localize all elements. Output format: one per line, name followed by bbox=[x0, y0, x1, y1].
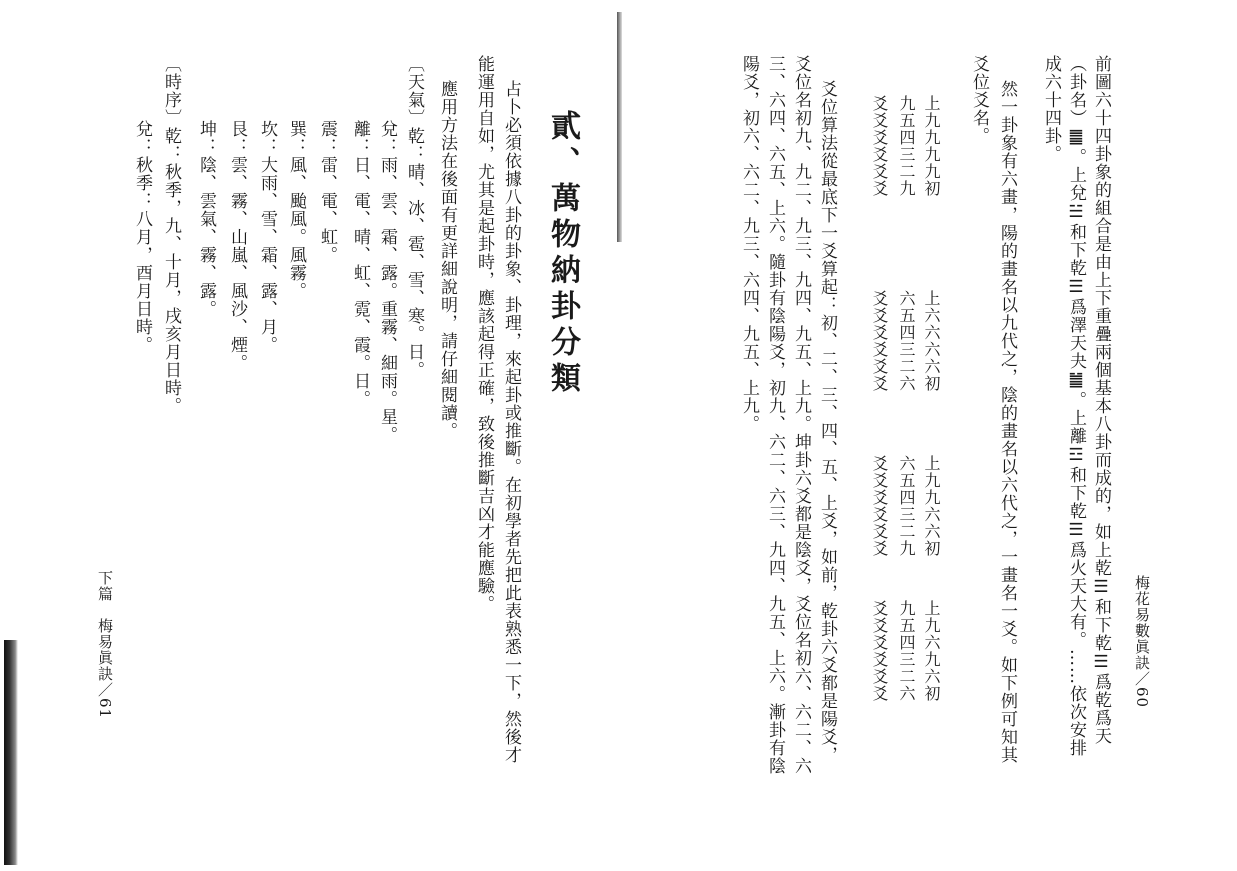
weather-line-1: 〔天氣〕乾：晴、冰、雹、雪、寒。日。 bbox=[404, 55, 424, 379]
qian-yao-col: 爻爻爻爻爻爻 bbox=[870, 95, 889, 197]
jian-yao-col: 爻爻爻爻爻爻 bbox=[870, 600, 889, 702]
para1-line-2: （卦名）䷀。上兌☱和下乾☰爲澤天夬䷪。上離☲和下乾☰爲火天大有。……依次安排 bbox=[1066, 55, 1086, 757]
weather-line-7: 艮：雲、霧、山嵐、風沙、煙。 bbox=[227, 120, 247, 372]
section-title: 貳、萬物納卦分類 bbox=[545, 110, 580, 398]
weather-line-6: 坎：大雨、雪、霜、露、月。 bbox=[257, 120, 277, 354]
sui-positions-top: 上九九六六初 bbox=[922, 455, 941, 557]
para3-line-1: 爻位算法從最底下一爻算起：初、二、三、四、五、上爻，如前，乾卦六爻都是陽爻， bbox=[817, 80, 837, 764]
weather-line-8: 坤：陰、雲氣、霧、露。 bbox=[196, 120, 216, 318]
para3-line-3: 三、六四、六五、上六。隨卦有陰陽爻，初九、六二、六三、九四、九五、上六。漸卦有陰 bbox=[765, 55, 785, 775]
right-page bbox=[620, 0, 1237, 871]
para1-line-1: 前圖六十四卦象的組合是由上下重疊兩個基本八卦而成的，如上乾☰和下乾☰爲乾爲天 bbox=[1091, 55, 1111, 745]
para2-line-1: 然一卦象有六畫，陽的畫名以九代之，陰的畫名以六代之，一畫名一爻。如下例可知其 bbox=[997, 80, 1017, 764]
sui-positions-bottom: 六五四三二九 bbox=[897, 455, 916, 557]
para3-line-4: 陽爻，初六、六二、九三、六四、九五、上九。 bbox=[739, 55, 759, 433]
para3-line-2: 爻位名初九、九二、九三、九四、九五、上九。坤卦六爻都是陰爻，爻位名初六、六二、六 bbox=[791, 55, 811, 775]
para2-line-2: 爻位爻名。 bbox=[969, 55, 989, 145]
jian-positions-bottom: 九五四三二六 bbox=[897, 600, 916, 702]
qian-positions-bottom: 九五四三二九 bbox=[897, 95, 916, 197]
qian-positions-top: 上九九九九初 bbox=[922, 95, 941, 197]
jian-positions-top: 上九六九六初 bbox=[922, 600, 941, 702]
page-header: 梅花易數眞訣／60 bbox=[1133, 575, 1151, 709]
intro-line-3: 應用方法在後面有更詳細說明，請仔細閱讀。 bbox=[437, 80, 457, 440]
weather-line-4: 震：雷、電、虹。 bbox=[317, 120, 337, 264]
intro-line-1: 占卜必須依據八卦的卦象、卦理，來起卦或推斷。在初學者先把此表熟悉一下，然後才 bbox=[501, 80, 521, 764]
page-footer: 下篇 梅易眞訣／61 bbox=[96, 570, 114, 720]
weather-line-2: 兌：雨、雲、霜、露。重霧、細雨。星。 bbox=[377, 120, 397, 444]
para1-line-3: 成六十四卦。 bbox=[1041, 55, 1061, 163]
weather-line-3: 離：日、電、晴、虹、霓、霞。日。 bbox=[350, 120, 370, 408]
weather-line-5: 巽：風、颱風。風霧。 bbox=[286, 120, 306, 300]
kun-positions-bottom: 六五四三二六 bbox=[897, 290, 916, 392]
intro-line-2: 能運用自如，尤其是起卦時，應該起得正確，致後推斷吉凶才能應驗。 bbox=[474, 55, 494, 613]
season-line-1: 〔時序〕乾：秋季，九、十月，戌亥月日時。 bbox=[161, 55, 181, 415]
kun-yao-col: 爻爻爻爻爻爻 bbox=[870, 290, 889, 392]
sui-yao-col: 爻爻爻爻爻爻 bbox=[870, 455, 889, 557]
season-line-2: 兌：秋季：八月，酉月日時。 bbox=[132, 120, 152, 354]
kun-positions-top: 上六六六六初 bbox=[922, 290, 941, 392]
